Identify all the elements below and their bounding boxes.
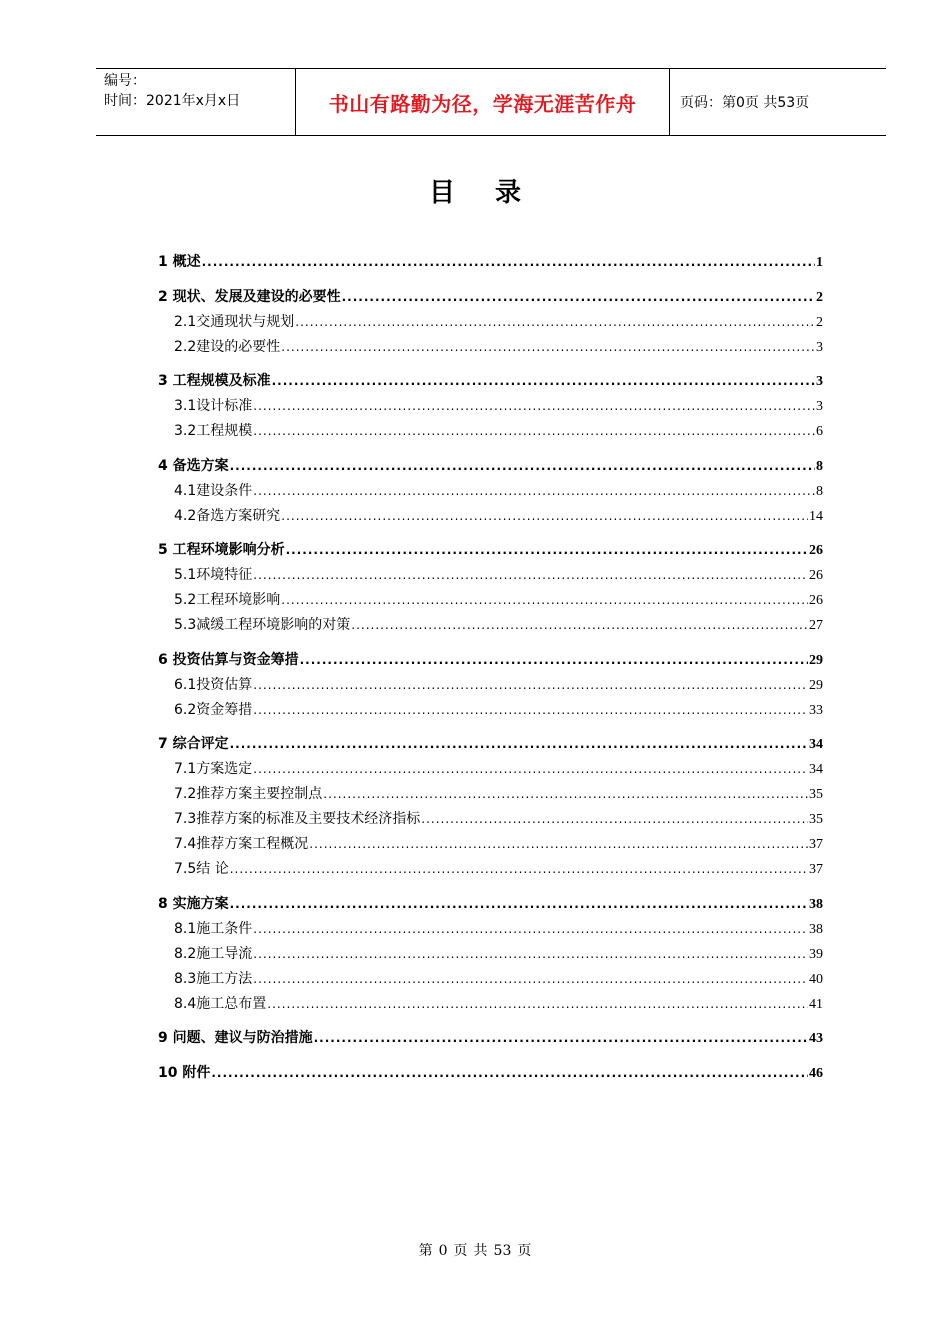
toc-entry-page: 3 (816, 374, 823, 389)
toc-entry-label: 2 现状、发展及建设的必要性 (158, 288, 341, 305)
toc-leader-dots (253, 917, 808, 942)
toc-leader-dots (230, 892, 808, 917)
toc-entry-chapter[interactable] (158, 538, 823, 563)
toc-entry-label: 8.2施工导流 (174, 945, 253, 962)
toc-leader-dots (314, 1026, 808, 1051)
toc-entry-label: 8.4施工总布置 (174, 995, 267, 1012)
toc-leader-dots (253, 563, 808, 588)
toc-leader-dots (281, 588, 808, 613)
toc-leader-dots (230, 454, 815, 479)
toc-leader-dots (351, 613, 808, 638)
header-meta (96, 69, 296, 135)
toc-entry-section[interactable] (158, 942, 823, 967)
toc-entry-page: 38 (809, 896, 823, 912)
toc-entry-label: 7.4推荐方案工程概况 (174, 836, 309, 852)
toc-leader-dots (253, 942, 808, 967)
footer-total: 53 (493, 1243, 512, 1259)
toc-entry-page: 8 (816, 483, 823, 499)
toc-leader-dots (323, 782, 808, 807)
toc-entry-label: 7.1方案选定 (174, 761, 253, 777)
toc-entry-label: 6.1投资估算 (174, 676, 253, 693)
footer-suffix: 页 (517, 1243, 532, 1259)
toc-leader-dots (253, 479, 815, 504)
toc-gap (158, 1051, 823, 1061)
toc-leader-dots (211, 1061, 808, 1086)
toc-entry-chapter[interactable] (158, 648, 823, 673)
footer-prefix: 第 (418, 1243, 433, 1259)
toc-leader-dots (421, 807, 808, 832)
toc-entry-label: 7.5结 论 (174, 861, 229, 877)
toc-entry-section[interactable] (158, 807, 823, 832)
toc-entry-section[interactable] (158, 698, 823, 723)
toc-entry-page: 27 (809, 618, 823, 633)
toc-leader-dots (230, 857, 808, 882)
toc-entry-page: 35 (809, 812, 823, 827)
toc-entry-chapter[interactable] (158, 285, 823, 310)
toc-leader-dots (342, 285, 815, 310)
toc-leader-dots (230, 732, 808, 757)
toc-entry-page: 1 (816, 255, 823, 270)
toc-entry-section[interactable] (158, 782, 823, 807)
header-page-info: 页码：第0页 共53页 (680, 95, 810, 111)
toc-entry-label: 5.2工程环境影响 (174, 592, 281, 608)
toc-title: 目录 (428, 178, 561, 208)
toc-entry-label: 8.1施工条件 (174, 920, 253, 937)
toc-leader-dots (253, 757, 808, 782)
header-number-label: 编号： (104, 73, 146, 89)
toc-entry-chapter[interactable] (158, 250, 823, 275)
toc-leader-dots (253, 419, 815, 444)
toc-entry-page: 43 (809, 1031, 823, 1046)
footer-page: 0 (438, 1243, 448, 1259)
toc-leader-dots (253, 394, 815, 419)
toc-entry-page: 8 (816, 458, 823, 474)
toc-entry-section[interactable] (158, 857, 823, 882)
page-header (96, 68, 886, 136)
toc-entry-section[interactable] (158, 394, 823, 419)
toc-entry-label: 6.2资金筹措 (174, 701, 253, 718)
toc-leader-dots (272, 369, 815, 394)
toc-leader-dots (281, 504, 808, 529)
toc-entry-page: 33 (809, 702, 823, 718)
toc-entry-chapter[interactable] (158, 454, 823, 479)
footer-total-prefix: 共 (473, 1243, 488, 1259)
toc-entry-page: 26 (809, 593, 823, 608)
toc-entry-page: 3 (816, 339, 823, 355)
toc-entry-label: 5.3减缓工程环境影响的对策 (174, 617, 351, 633)
toc-entry-page: 37 (809, 837, 823, 852)
toc-entry-page: 2 (816, 314, 823, 330)
toc-entry-chapter[interactable] (158, 892, 823, 917)
toc-entry-section[interactable] (158, 613, 823, 638)
toc-entry-section[interactable] (158, 419, 823, 444)
toc-entry-label: 4.1建设条件 (174, 482, 253, 499)
toc-entry-label: 5 工程环境影响分析 (158, 542, 285, 558)
toc-gap (158, 444, 823, 454)
table-of-contents (158, 250, 823, 1086)
toc-entry-page: 14 (809, 508, 823, 524)
page-footer (0, 1240, 950, 1260)
header-time-label: 时间：2021年x月x日 (104, 93, 241, 109)
toc-entry-page: 26 (809, 543, 823, 558)
toc-entry-page: 41 (809, 996, 823, 1012)
toc-entry-section[interactable] (158, 479, 823, 504)
toc-entry-section[interactable] (158, 757, 823, 782)
toc-leader-dots (286, 538, 808, 563)
toc-entry-label: 4 备选方案 (158, 457, 229, 474)
toc-entry-chapter[interactable] (158, 732, 823, 757)
toc-entry-label: 9 问题、建议与防治措施 (158, 1030, 313, 1046)
toc-entry-label: 4.2备选方案研究 (174, 507, 281, 524)
toc-entry-label: 8.3施工方法 (174, 970, 253, 987)
toc-gap (158, 638, 823, 648)
toc-entry-page: 46 (809, 1065, 823, 1081)
toc-entry-chapter[interactable] (158, 1061, 823, 1086)
header-motto: 书山有路勤为径，学海无涯苦作舟 (296, 69, 670, 135)
toc-entry-section[interactable] (158, 967, 823, 992)
toc-entry-page: 34 (809, 737, 823, 752)
toc-entry-page: 37 (809, 862, 823, 877)
toc-entry-page: 29 (809, 677, 823, 693)
toc-entry-label: 8 实施方案 (158, 895, 229, 912)
toc-entry-page: 6 (816, 424, 823, 439)
toc-entry-label: 3.1设计标准 (174, 398, 253, 414)
toc-gap (158, 882, 823, 892)
toc-entry-label: 3.2工程规模 (174, 423, 253, 439)
toc-entry-label: 2.2建设的必要性 (174, 338, 281, 355)
toc-entry-section[interactable] (158, 310, 823, 335)
toc-gap (158, 723, 823, 733)
toc-entry-chapter[interactable] (158, 369, 823, 394)
toc-leader-dots (253, 698, 808, 723)
toc-entry-page: 39 (809, 946, 823, 962)
toc-entry-label: 7 综合评定 (158, 736, 229, 752)
toc-entry-label: 3 工程规模及标准 (158, 373, 271, 389)
toc-leader-dots (253, 673, 808, 698)
toc-entry-section[interactable] (158, 563, 823, 588)
toc-entry-section[interactable] (158, 335, 823, 360)
toc-gap (158, 529, 823, 539)
toc-entry-section[interactable] (158, 504, 823, 529)
toc-entry-page: 3 (816, 399, 823, 414)
toc-gap (158, 360, 823, 370)
toc-entry-label: 1 概述 (158, 254, 201, 270)
toc-gap (158, 275, 823, 285)
toc-leader-dots (309, 832, 808, 857)
toc-entry-page: 38 (809, 921, 823, 937)
toc-entry-section[interactable] (158, 917, 823, 942)
toc-leader-dots (202, 250, 815, 275)
toc-entry-page: 26 (809, 568, 823, 583)
toc-leader-dots (300, 648, 808, 673)
toc-entry-label: 2.1交通现状与规划 (174, 313, 295, 330)
toc-entry-page: 34 (809, 762, 823, 777)
toc-leader-dots (253, 967, 808, 992)
toc-entry-label: 7.2推荐方案主要控制点 (174, 786, 323, 802)
toc-entry-page: 35 (809, 787, 823, 802)
toc-gap (158, 1017, 823, 1027)
toc-entry-page: 29 (809, 652, 823, 668)
toc-entry-section[interactable] (158, 832, 823, 857)
toc-entry-label: 7.3推荐方案的标准及主要技术经济指标 (174, 811, 421, 827)
toc-entry-label: 6 投资估算与资金筹措 (158, 651, 299, 668)
toc-entry-chapter[interactable] (158, 1026, 823, 1051)
toc-entry-section[interactable] (158, 673, 823, 698)
toc-entry-section[interactable] (158, 992, 823, 1017)
toc-leader-dots (267, 992, 808, 1017)
toc-entry-page: 2 (816, 289, 823, 305)
toc-leader-dots (295, 310, 815, 335)
toc-leader-dots (281, 335, 815, 360)
toc-entry-label: 10 附件 (158, 1064, 211, 1081)
toc-entry-page: 40 (809, 971, 823, 987)
toc-entry-label: 5.1环境特征 (174, 567, 253, 583)
toc-entry-section[interactable] (158, 588, 823, 613)
footer-mid: 页 (453, 1243, 468, 1259)
